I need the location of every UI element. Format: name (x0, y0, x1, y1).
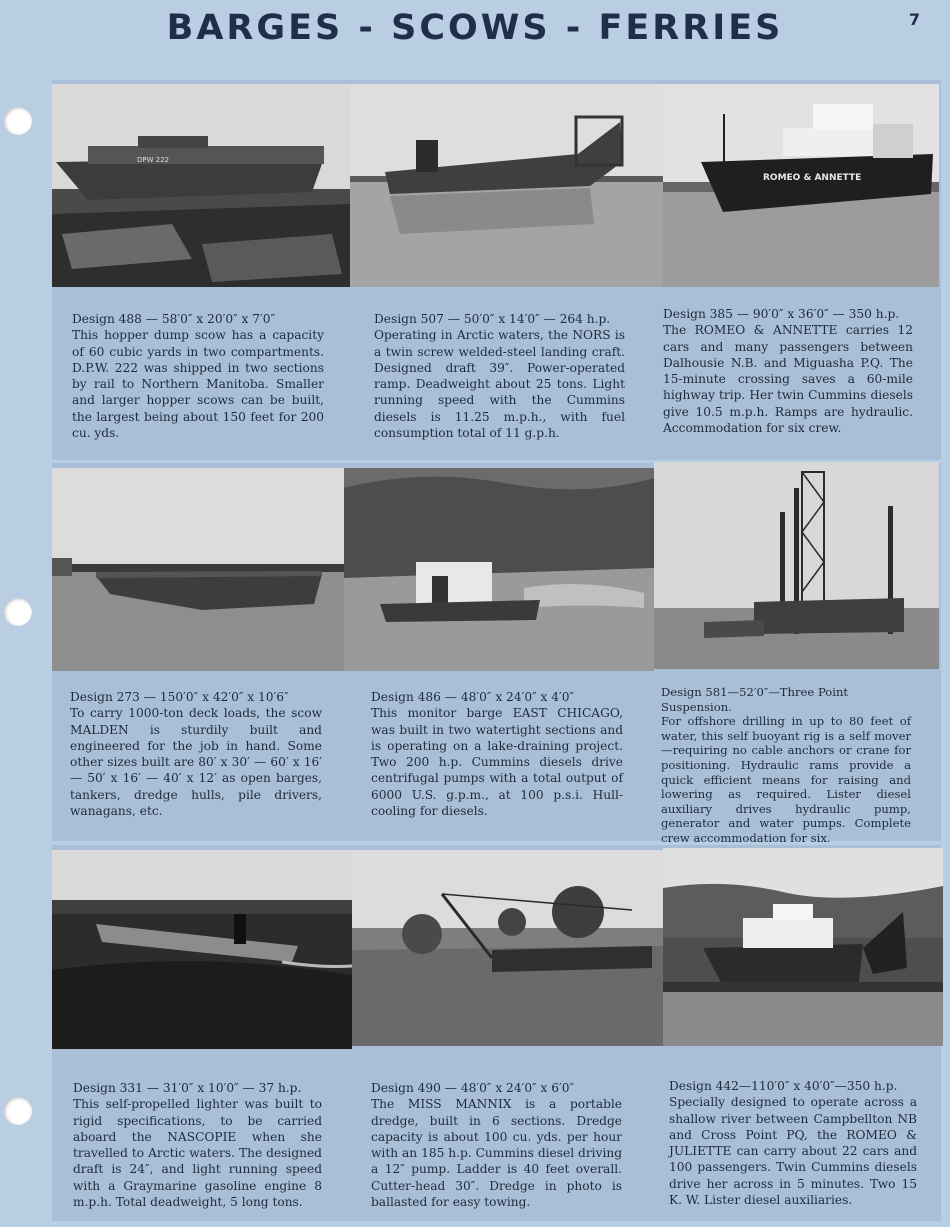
photo-design-385-ferry-romeo-annette (663, 84, 939, 287)
photo-design-581-drilling-rig (654, 462, 939, 669)
caption-design-273 (70, 689, 322, 819)
photo-design-486-monitor-barge (344, 468, 654, 671)
caption-body: To carry 1000-ton deck loads, the scow MALDEN is sturdily built and engineered for the job in hand. Some other sizes built are 80′ x 30′ — 60′ x 16′ — 50′ x 16′ — 40′ x 12′ as open barges, tankers, dredge hulls, pile drivers, wanagans, etc. (70, 706, 322, 819)
caption-body: For offshore drilling in up to 80 feet of water, this self buoyant rig is a self mover—requiring no cable anchors or crane for positioning. Hydraulic rams provide a quick efficient means for raising and lowering as required. Lister diesel auxiliary drives hydraulic pump, generator and water pumps. Complete crew accommodation for six. (661, 714, 911, 845)
page-title: BARGES - SCOWS - FERRIES (166, 8, 784, 48)
caption-design-331 (73, 1080, 322, 1210)
caption-design-488 (72, 311, 324, 441)
caption-design-385 (663, 306, 913, 436)
photo-design-331-lighter (52, 850, 352, 1049)
caption-heading: Design 581—52′0″—Three Point Suspension. (661, 685, 849, 714)
binder-hole-bottom (4, 1097, 32, 1125)
caption-design-581 (661, 685, 911, 846)
photo-design-488-hopper-scow (52, 84, 350, 287)
caption-body: Specially designed to operate across a shallow river between Campbellton NB and Cross Point PQ, the ROMEO & JULIETTE can carry about 22 cars and 100 passengers. Twin Cummins diesels drive her across in 5 minutes. Two 15 K. W. Lister diesel auxiliaries. (669, 1095, 917, 1208)
caption-body: This hopper dump scow has a capacity of 60 cubic yards in two compartments. D.P.W. 222 was shipped in two sections by rail to Northern Manitoba. Smaller and larger hopper scows can be built, the largest being about 150 feet for 200 cu. yds. (72, 328, 324, 441)
caption-heading: Design 486 — 48′0″ x 24′0″ x 4′0″ (371, 690, 575, 704)
caption-heading: Design 385 — 90′0″ x 36′0″ — 350 h.p. (663, 307, 900, 321)
caption-body: This self-propelled lighter was built to rigid specifications, to be carried aboard the NASCOPIE when she travelled to Arctic waters. The designed draft is 24″, and light running speed with a Graymarine gasoline engine 8 m.p.h. Total deadweight, 5 long tons. (73, 1097, 322, 1210)
hull-marking-dpw-222: DPW 222 (137, 156, 170, 164)
photo-design-273-scow-malden (52, 468, 344, 671)
caption-design-442 (669, 1078, 917, 1208)
caption-heading: Design 442—110′0″ x 40′0″—350 h.p. (669, 1079, 898, 1093)
photo-design-507-landing-craft (350, 84, 663, 287)
caption-design-507 (374, 311, 625, 441)
caption-heading: Design 488 — 58′0″ x 20′0″ x 7′0″ (72, 312, 276, 326)
caption-body: Operating in Arctic waters, the NORS is a twin screw welded-steel landing craft. Designed draft 39″. Power-operated ramp. Deadweight about 25 tons. Light running speed with the Cummins diesels is 11.25 m.p.h., with fuel consumption total of 11 g.p.h. (374, 328, 625, 441)
caption-heading: Design 507 — 50′0″ x 14′0″ — 264 h.p. (374, 312, 611, 326)
caption-body: The MISS MANNIX is a portable dredge, built in 6 sections. Dredge capacity is about 100 cu. yds. per hour with an 185 h.p. Cummins diesel driving a 12″ pump. Ladder is 40 feet overall. Cutter-head 30″. Dredge in photo is ballasted for easy towing. (371, 1097, 622, 1210)
caption-heading: Design 331 — 31′0″ x 10′0″ — 37 h.p. (73, 1081, 302, 1095)
caption-design-490 (371, 1080, 622, 1210)
caption-heading: Design 273 — 150′0″ x 42′0″ x 10′6″ (70, 690, 289, 704)
caption-design-486 (371, 689, 623, 819)
photo-design-490-dredge (352, 850, 663, 1046)
binder-hole-top (4, 107, 32, 135)
caption-body: The ROMEO & ANNETTE carries 12 cars and many passengers between Dalhousie N.B. and Miguasha P.Q. The 15-minute crossing saves a 60-mile highway trip. Her twin Cummins diesels give 10.5 m.p.h. Ramps are hydraulic. Accommodation for six crew. (663, 323, 913, 436)
photo-design-442-ferry-romeo-juliette (663, 848, 943, 1046)
page-number: 7 (908, 10, 920, 29)
hull-name-romeo-annette: ROMEO & ANNETTE (763, 173, 862, 183)
caption-heading: Design 490 — 48′0″ x 24′0″ x 6′0″ (371, 1081, 575, 1095)
binder-hole-middle (4, 598, 32, 626)
caption-body: This monitor barge EAST CHICAGO, was built in two watertight sections and is operating on a lake-draining project. Two 200 h.p. Cummins diesels drive centrifugal pumps with a total output of 6000 U.S. g.p.m., at 100 p.s.i. Hull-cooling for diesels. (371, 706, 623, 819)
